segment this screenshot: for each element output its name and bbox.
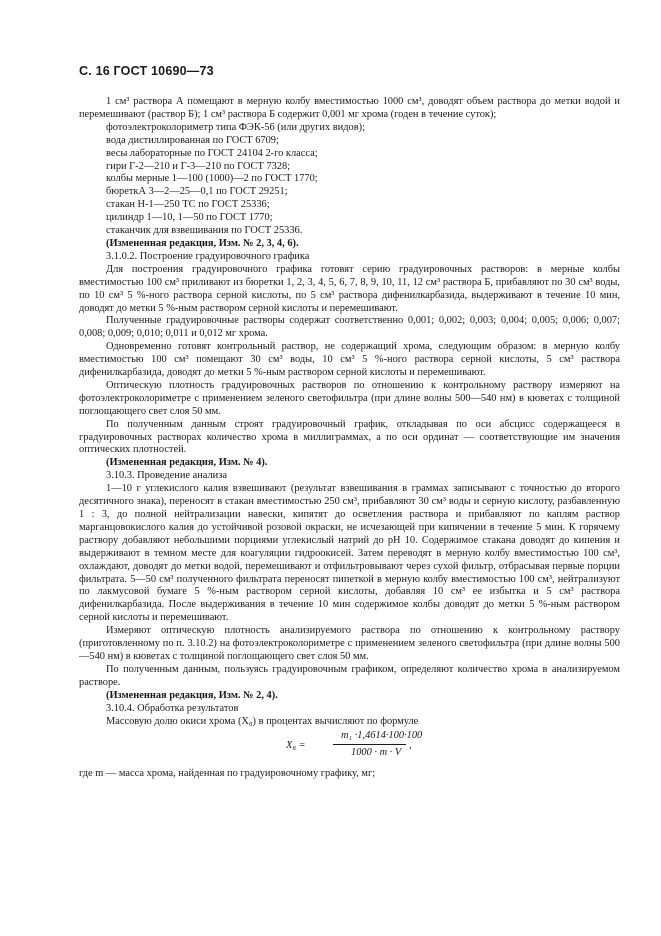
paragraph: Оптическую плотность градуировочных растворов по отношению к контрольному раствору измеряют на фотоэлектроколориметре с применением зеленого светофильтра (при длине волны 500—540 нм) в кюветах с толщиной поглощающего свет слоя 50 мм. xyxy=(79,379,620,417)
formula xyxy=(79,728,620,768)
paragraph: 3.1.0.2. Построение градуировочного графика xyxy=(106,250,310,262)
formula-denominator: 1000 · m · V xyxy=(351,747,402,759)
paragraph: Для построения градуировочного графика готовят серию градуировочных растворов: в мерные колбы вместимостью 100 см³ приливают из бюретки 1, 2, 3, 4, 5, 6, 7, 8, 9, 10, 11, 12 см³ раствора Б, прибавляют по 30 см³ воды, по 10 см³ 5 %-ного раствора серной кислоты, по 5 см³ раствора дифенилкарбазида, выдерживают в течение 10 мин, доводят до метки 5 %-ным раствором серной кислоты и перемешивают. xyxy=(79,263,620,314)
paragraph: Массовую долю окиси хрома (X₈) в процентах вычисляют по формуле xyxy=(106,715,419,727)
paragraph: 3.10.4. Обработка результатов xyxy=(106,702,239,714)
formula-numerator: m₁ ·1,4614·100·100 xyxy=(341,730,423,742)
paragraph: 1 см³ раствора А помещают в мерную колбу вместимостью 1000 см³, доводят объем раствора до метки водой и перемешивают (раствор Б); 1 см³ раствора Б содержит 0,001 мг хрома (годен в течение суток); xyxy=(79,96,620,120)
paragraph: стаканчик для взвешивания по ГОСТ 25336. xyxy=(106,225,303,237)
formula-lhs: X₈ = xyxy=(286,740,306,752)
formula-tail: , xyxy=(409,740,412,752)
paragraph: 1—10 г углекислого калия взвешивают (результат взвешивания в граммах записывают с точностью до второго десятичного знака), переносят в стакан вместимостью 250 см³, прибавляют 30 см³ воды и серную кислоту, разбавленную 1 : 3, до полной нейтрализации навески, кипятят до осветления раствора и прибавляют по каплям раствор марганцовокислого калия до устойчивой розовой окраски, не исчезающей при кипячении в течение 5 мин. К горячему раствору добавляют небольшими порциями углекислый натрий до рН 10. Содержимое стакана доводят до кипения и выдерживают в темном месте для коагуляции гидроокисей. Затем переводят в мерную колбу вместимостью 100 см³, охлаждают, доводят до метки водой, перемешивают и отфильтровывают через сухой фильтр, отбрасывая первые порции фильтрата. 5—50 см³ полученного фильтрата переносят пипеткой в мерную колбу вместимостью 100 см³, нейтрализуют по лакмусовой бумаге 5 %-ным раствором серной кислоты, добавляя 10 см³ ее избытка и 5 см³ раствора дифенилкарбазида. После выдерживания в течение 10 мин содержимое колбы доводят до метки 5 %-ным раствором серной кислоты и перемешивают. xyxy=(79,483,620,624)
paragraph: весы лабораторные по ГОСТ 24104 2-го класса; xyxy=(106,147,318,159)
paragraph: (Измененная редакция, Изм. № 4). xyxy=(106,457,268,469)
fraction-bar xyxy=(333,744,406,745)
paragraph: гири Г-2—210 и Г-3—210 по ГОСТ 7328; xyxy=(106,160,291,172)
paragraph: колбы мерные 1—100 (1000)—2 по ГОСТ 1770; xyxy=(106,173,318,185)
paragraph: 3.10.3. Проведение анализа xyxy=(106,470,227,482)
paragraph: (Измененная редакция, Изм. № 2, 3, 4, 6). xyxy=(106,237,299,249)
paragraph: (Измененная редакция, Изм. № 2, 4). xyxy=(106,689,278,701)
paragraph: Одновременно готовят контрольный раствор, не содержащий хрома, следующим образом: в мерную колбу вместимостью 100 см³ помещают 30 см³ воды, 10 см³ 5 %-ного раствора серной кислоты, 5 см³ раствора дифенилкарбазида, доводят до метки 5 %-ным раствором серной кислоты и перемешивают. xyxy=(79,341,620,379)
paragraph-list xyxy=(79,96,620,728)
paragraph: фотоэлектроколориметр типа ФЭК-56 (или других видов); xyxy=(106,121,365,133)
paragraph: По полученным данным, пользуясь градуировочным графиком, определяют количество хрома в анализируемом растворе. xyxy=(79,663,620,688)
variable-definition: где m — масса хрома, найденная по градуировочному графику, мг; xyxy=(79,768,376,780)
paragraph: цилиндр 1—10, 1—50 по ГОСТ 1770; xyxy=(106,212,273,224)
paragraph: По полученным данным строят градуировочный график, откладывая по оси абсцисс содержащееся в градуировочных растворах количество хрома в миллиграммах, а по оси ординат — соответствующие им значения оптических плотностей. xyxy=(79,418,620,456)
paragraph: вода дистиллированная по ГОСТ 6709; xyxy=(106,134,279,146)
document-body xyxy=(79,96,620,781)
paragraph: Измеряют оптическую плотность анализируемого раствора по отношению к контрольному раствору (приготовленному по п. 3.10.2) на фотоэлектроколориметре с применением зеленого светофильтра (при длине волны 500—540 нм) в кюветах с толщиной поглощающего свет слоя 50 мм. xyxy=(79,625,620,662)
paragraph: Полученные градуировочные растворы содержат соответственно 0,001; 0,002; 0,003; 0,004; 0,005; 0,006; 0,007; 0,008; 0,009; 0,010; 0,011 и 0,012 мг хрома. xyxy=(79,315,620,340)
page-header: С. 16 ГОСТ 10690—73 xyxy=(79,64,214,78)
paragraph: стакан Н-1—250 ТС по ГОСТ 25336; xyxy=(106,199,270,211)
paragraph: бюреткА 3—2—25—0,1 по ГОСТ 29251; xyxy=(106,186,288,198)
